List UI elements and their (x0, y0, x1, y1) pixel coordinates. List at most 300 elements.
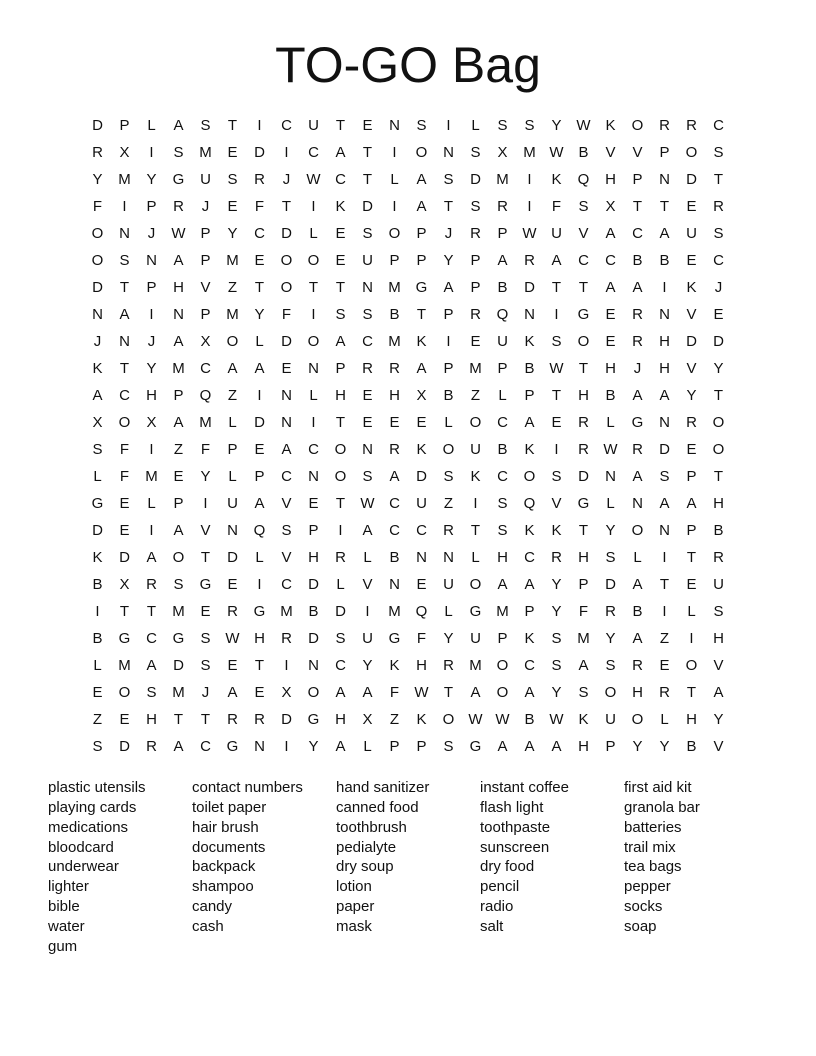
word-list-item: lighter (48, 878, 89, 896)
grid-letter: O (604, 684, 617, 701)
grid-letter: D (362, 198, 373, 215)
grid-letter: W (522, 225, 537, 242)
grid-letter: H (659, 360, 670, 377)
grid-letter: I (284, 657, 289, 674)
grid-letter: L (687, 603, 696, 620)
grid-letter: U (308, 117, 319, 134)
grid-letter: B (389, 549, 400, 566)
grid-letter: C (254, 225, 265, 242)
grid-letter: O (442, 711, 455, 728)
grid-letter: A (686, 495, 697, 512)
grid-letter: T (119, 360, 130, 377)
grid-letter: I (662, 549, 667, 566)
grid-letter: I (257, 387, 262, 404)
grid-letter: A (524, 414, 535, 431)
grid-letter: T (551, 279, 562, 296)
grid-letter: A (605, 225, 616, 242)
grid-letter: R (281, 630, 292, 647)
word-list-item: trail mix (624, 838, 676, 856)
word-list-item: dry soup (336, 858, 394, 876)
grid-letter: P (470, 252, 481, 269)
grid-letter: T (227, 117, 238, 134)
grid-letter: L (471, 549, 480, 566)
word-list-item: dry food (480, 858, 535, 876)
grid-letter: I (149, 144, 154, 161)
grid-letter: P (578, 576, 589, 593)
grid-letter: A (173, 117, 184, 134)
word-list-item: pepper (624, 878, 671, 896)
grid-letter: P (524, 603, 535, 620)
grid-letter: I (446, 117, 451, 134)
word-list (48, 778, 768, 957)
grid-letter: Z (92, 711, 103, 728)
grid-letter: T (578, 522, 589, 539)
grid-letter: C (335, 171, 346, 188)
grid-letter: E (686, 198, 697, 215)
grid-row (84, 490, 732, 517)
grid-letter: V (578, 225, 589, 242)
grid-row (84, 355, 732, 382)
grid-letter: I (527, 198, 532, 215)
grid-letter: P (443, 360, 454, 377)
grid-letter: M (172, 684, 185, 701)
grid-letter: E (200, 603, 211, 620)
grid-letter: N (362, 441, 373, 458)
grid-letter: E (659, 657, 670, 674)
grid-letter: C (200, 738, 211, 755)
grid-letter: D (308, 576, 319, 593)
grid-letter: L (444, 414, 453, 431)
grid-letter: W (414, 684, 429, 701)
grid-letter: C (119, 387, 130, 404)
grid-letter: R (686, 414, 697, 431)
grid-letter: A (92, 387, 103, 404)
grid-letter: G (226, 738, 239, 755)
grid-letter: E (173, 468, 184, 485)
grid-letter: O (496, 684, 509, 701)
grid-letter: T (335, 117, 346, 134)
grid-letter: E (227, 576, 238, 593)
grid-letter: A (524, 738, 535, 755)
grid-letter: T (578, 360, 589, 377)
grid-letter: A (227, 684, 238, 701)
grid-letter: J (282, 171, 291, 188)
grid-letter: O (280, 279, 293, 296)
grid-letter: A (335, 738, 346, 755)
grid-letter: A (524, 576, 535, 593)
grid-letter: A (713, 684, 724, 701)
word-column (624, 778, 768, 957)
grid-letter: O (226, 333, 239, 350)
grid-letter: N (659, 306, 670, 323)
grid-letter: H (254, 630, 265, 647)
grid-letter: R (254, 711, 265, 728)
grid-letter: S (605, 657, 616, 674)
grid-letter: T (443, 198, 454, 215)
grid-letter: D (308, 630, 319, 647)
grid-letter: E (119, 522, 130, 539)
grid-letter: T (443, 684, 454, 701)
grid-letter: A (497, 738, 508, 755)
grid-letter: H (605, 360, 616, 377)
word-list-item: hand sanitizer (336, 779, 430, 796)
word-list-item: flash light (480, 798, 544, 816)
grid-letter: T (173, 711, 184, 728)
grid-letter: K (92, 360, 103, 377)
grid-letter: A (173, 333, 184, 350)
grid-letter: Z (227, 279, 238, 296)
grid-letter: V (632, 144, 643, 161)
grid-letter: L (498, 387, 507, 404)
grid-letter: C (200, 360, 211, 377)
grid-row (84, 679, 732, 706)
grid-letter: R (362, 360, 373, 377)
grid-letter: R (713, 198, 724, 215)
grid-letter: M (577, 630, 590, 647)
grid-letter: G (469, 603, 482, 620)
grid-letter: P (632, 171, 643, 188)
grid-letter: B (497, 279, 508, 296)
grid-letter: H (659, 333, 670, 350)
grid-letter: D (605, 576, 616, 593)
grid-letter: S (551, 630, 562, 647)
grid-letter: A (659, 495, 670, 512)
grid-letter: S (497, 495, 508, 512)
grid-row (84, 247, 732, 274)
grid-letter: Y (146, 360, 157, 377)
grid-letter: S (578, 684, 589, 701)
grid-letter: G (631, 414, 644, 431)
grid-letter: D (335, 603, 346, 620)
grid-letter: D (578, 468, 589, 485)
grid-letter: R (632, 657, 643, 674)
word-list-item: water (48, 917, 85, 935)
grid-letter: V (686, 360, 697, 377)
grid-letter: E (254, 441, 265, 458)
grid-letter: A (416, 171, 427, 188)
grid-letter: K (335, 198, 346, 215)
grid-letter: K (524, 333, 535, 350)
word-list-item: toothbrush (336, 818, 407, 836)
grid-letter: X (119, 144, 130, 161)
grid-letter: T (713, 171, 724, 188)
grid-letter: X (146, 414, 157, 431)
grid-letter: L (363, 549, 372, 566)
grid-letter: T (254, 657, 265, 674)
grid-letter: B (497, 441, 508, 458)
grid-letter: J (633, 360, 642, 377)
grid-letter: N (632, 495, 643, 512)
word-list-item: pencil (480, 878, 520, 896)
page-title: TO-GO Bag (275, 37, 541, 93)
grid-row (84, 274, 732, 301)
grid-letter: T (713, 468, 724, 485)
grid-letter: M (226, 306, 239, 323)
grid-letter: N (227, 522, 238, 539)
grid-letter: R (497, 198, 508, 215)
word-column (192, 778, 336, 957)
grid-letter: I (284, 738, 289, 755)
word-list-item: sunscreen (480, 838, 550, 856)
grid-letter: I (203, 495, 208, 512)
grid-letter: Y (200, 468, 211, 485)
word-column (480, 778, 624, 957)
grid-letter: R (659, 117, 670, 134)
grid-letter: H (389, 387, 400, 404)
letter-grid (84, 112, 732, 760)
grid-letter: D (470, 171, 481, 188)
grid-letter: R (227, 711, 238, 728)
grid-letter: J (444, 225, 453, 242)
grid-letter: R (524, 252, 535, 269)
grid-letter: O (307, 252, 320, 269)
grid-letter: D (524, 279, 535, 296)
word-list-item: bloodcard (48, 838, 114, 856)
grid-letter: R (389, 360, 400, 377)
grid-letter: D (713, 333, 724, 350)
grid-letter: O (442, 441, 455, 458)
grid-letter: K (686, 279, 697, 296)
grid-letter: P (416, 252, 427, 269)
grid-letter: R (713, 549, 724, 566)
grid-letter: O (712, 414, 725, 431)
grid-letter: W (306, 171, 321, 188)
grid-letter: N (281, 387, 292, 404)
word-list-item: first aid kit (624, 779, 692, 796)
grid-letter: R (632, 306, 643, 323)
grid-letter: W (360, 495, 375, 512)
grid-letter: E (227, 198, 238, 215)
grid-letter: U (470, 630, 481, 647)
grid-letter: W (603, 441, 618, 458)
grid-letter: E (605, 333, 616, 350)
grid-letter: M (172, 360, 185, 377)
grid-letter: G (388, 630, 401, 647)
grid-letter: A (578, 657, 589, 674)
grid-letter: U (551, 225, 562, 242)
grid-letter: G (172, 630, 185, 647)
grid-letter: P (686, 522, 697, 539)
grid-letter: W (549, 360, 564, 377)
grid-letter: C (146, 630, 157, 647)
grid-letter: U (470, 441, 481, 458)
grid-letter: E (389, 414, 400, 431)
grid-letter: H (713, 495, 724, 512)
grid-letter: K (416, 711, 427, 728)
grid-letter: I (257, 117, 262, 134)
grid-letter: E (227, 657, 238, 674)
grid-letter: A (659, 225, 670, 242)
grid-letter: A (335, 333, 346, 350)
grid-letter: O (469, 576, 482, 593)
grid-letter: C (632, 225, 643, 242)
grid-letter: A (335, 684, 346, 701)
grid-letter: B (659, 252, 670, 269)
grid-letter: N (659, 522, 670, 539)
grid-letter: R (659, 684, 670, 701)
grid-letter: A (227, 360, 238, 377)
grid-letter: S (578, 198, 589, 215)
grid-letter: N (389, 576, 400, 593)
grid-letter: R (173, 198, 184, 215)
word-list-item: salt (480, 917, 504, 935)
grid-letter: W (225, 630, 240, 647)
grid-letter: R (686, 117, 697, 134)
grid-letter: P (173, 495, 184, 512)
grid-letter: S (713, 603, 724, 620)
grid-letter: G (307, 711, 320, 728)
grid-row (84, 625, 732, 652)
grid-letter: H (146, 711, 157, 728)
grid-letter: P (227, 441, 238, 458)
word-list-item: paper (336, 898, 375, 916)
grid-letter: M (523, 144, 536, 161)
grid-letter: X (416, 387, 427, 404)
grid-letter: E (551, 414, 562, 431)
grid-letter: L (444, 603, 453, 620)
grid-letter: D (659, 441, 670, 458)
grid-letter: M (118, 657, 131, 674)
grid-letter: L (363, 738, 372, 755)
grid-letter: G (118, 630, 131, 647)
grid-row (84, 301, 732, 328)
word-list-item: instant coffee (480, 779, 569, 796)
grid-letter: A (146, 657, 157, 674)
grid-letter: A (632, 576, 643, 593)
grid-letter: W (495, 711, 510, 728)
grid-letter: R (146, 576, 157, 593)
grid-letter: L (255, 549, 264, 566)
grid-letter: I (311, 306, 316, 323)
grid-letter: M (388, 603, 401, 620)
grid-letter: O (577, 333, 590, 350)
grid-letter: Y (551, 117, 562, 134)
grid-letter: J (147, 225, 156, 242)
grid-letter: S (551, 333, 562, 350)
grid-letter: J (93, 333, 102, 350)
grid-letter: H (146, 387, 157, 404)
grid-letter: D (686, 333, 697, 350)
grid-letter: P (470, 279, 481, 296)
word-list-item: backpack (192, 858, 256, 876)
grid-letter: S (443, 738, 454, 755)
grid-letter: X (92, 414, 103, 431)
grid-letter: A (173, 414, 184, 431)
grid-letter: P (497, 360, 508, 377)
grid-letter: O (685, 144, 698, 161)
grid-letter: M (172, 603, 185, 620)
word-list-item: contact numbers (192, 779, 303, 796)
grid-letter: A (254, 495, 265, 512)
grid-letter: U (362, 630, 373, 647)
grid-letter: O (685, 657, 698, 674)
grid-letter: I (554, 306, 559, 323)
grid-letter: X (605, 198, 616, 215)
grid-letter: M (145, 468, 158, 485)
grid-letter: A (254, 360, 265, 377)
grid-letter: F (92, 198, 103, 215)
grid-letter: F (578, 603, 589, 620)
grid-letter: S (362, 306, 373, 323)
grid-letter: I (338, 522, 343, 539)
grid-letter: T (308, 279, 319, 296)
grid-letter: E (335, 252, 346, 269)
grid-letter: J (714, 279, 723, 296)
grid-letter: I (662, 603, 667, 620)
grid-letter: D (254, 144, 265, 161)
grid-letter: E (308, 495, 319, 512)
grid-letter: P (200, 306, 211, 323)
grid-row (84, 193, 732, 220)
grid-letter: V (281, 495, 292, 512)
grid-letter: M (469, 657, 482, 674)
word-list-item: canned food (336, 798, 419, 816)
grid-letter: Y (713, 711, 724, 728)
grid-letter: Z (659, 630, 670, 647)
grid-letter: H (632, 684, 643, 701)
grid-letter: Y (686, 387, 697, 404)
grid-letter: P (524, 387, 535, 404)
grid-letter: I (689, 630, 694, 647)
grid-letter: E (281, 360, 292, 377)
grid-letter: Q (253, 522, 266, 539)
grid-letter: N (254, 738, 265, 755)
grid-letter: S (524, 117, 535, 134)
grid-letter: T (200, 549, 211, 566)
grid-letter: N (308, 468, 319, 485)
grid-letter: D (92, 117, 103, 134)
grid-letter: H (335, 387, 346, 404)
grid-letter: O (334, 441, 347, 458)
grid-letter: N (524, 306, 535, 323)
grid-letter: S (713, 225, 724, 242)
grid-letter: I (392, 144, 397, 161)
grid-letter: T (254, 279, 265, 296)
grid-letter: T (119, 279, 130, 296)
grid-letter: P (416, 225, 427, 242)
grid-letter: M (199, 144, 212, 161)
grid-letter: T (146, 603, 157, 620)
grid-letter: C (605, 252, 616, 269)
grid-letter: I (554, 441, 559, 458)
grid-letter: D (686, 171, 697, 188)
grid-row (84, 463, 732, 490)
grid-letter: U (686, 225, 697, 242)
word-list-item: bible (48, 898, 80, 916)
grid-letter: D (281, 333, 292, 350)
grid-letter: P (308, 522, 319, 539)
grid-letter: V (200, 279, 211, 296)
grid-letter: A (281, 441, 292, 458)
grid-letter: N (281, 414, 292, 431)
word-list-item: granola bar (624, 798, 700, 816)
grid-letter: V (281, 549, 292, 566)
grid-letter: L (93, 657, 102, 674)
grid-letter: D (173, 657, 184, 674)
grid-letter: Z (470, 387, 481, 404)
grid-letter: O (91, 252, 104, 269)
grid-letter: L (93, 468, 102, 485)
grid-letter: N (659, 171, 670, 188)
grid-letter: S (200, 630, 211, 647)
grid-letter: R (227, 603, 238, 620)
grid-letter: R (578, 414, 589, 431)
grid-letter: D (227, 549, 238, 566)
grid-letter: C (713, 117, 724, 134)
grid-letter: I (257, 576, 262, 593)
grid-letter: O (631, 522, 644, 539)
grid-letter: S (173, 576, 184, 593)
